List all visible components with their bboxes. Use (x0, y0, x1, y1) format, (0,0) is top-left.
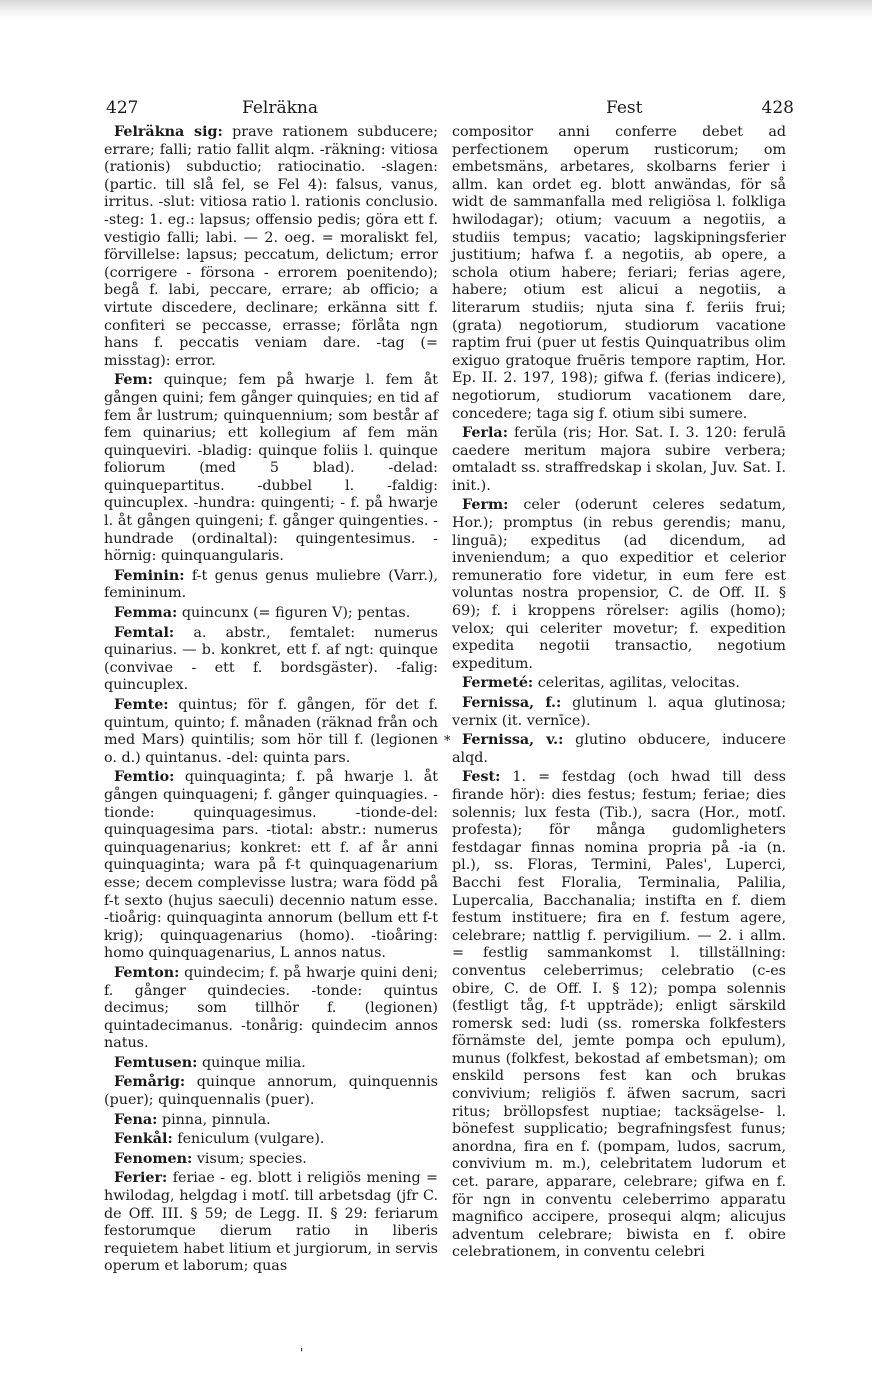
entry-text: pinna, pinnula. (161, 1111, 271, 1128)
entry-text: quinquaginta; f. på hwarje l. åt gången quinquageni; f. gånger quinquagies. -tionde: quinquagesimus. -tionde-del: quinquagesima pars. -tiotal: abstr.: numerus quinquagenarius; konkret: ett f. af år anni quinquaginta; wara på f-t quinquagenarium esse; decem complevisse lustra; wara född på f-t sexto (hujus saeculi) decennio natum esse. -tioårig: quinquaginta annorum (bellum ett f-t krig); quinquagenarius (homo). -tioåring: homo quinquagenarius, L annos natus. (104, 769, 438, 962)
dictionary-entry (104, 1151, 438, 1169)
entry-text: celeritas, agilitas, velocitas. (537, 675, 740, 692)
running-headword-right: Fest (606, 98, 643, 118)
entry-text: feniculum (vulgare). (177, 1131, 325, 1148)
running-headword-left: Felräkna (242, 98, 319, 118)
entry-text: feriae - eg. blott i religiös mening = hwilodag, helgdag i motſ. till arbetsdag (jfr C. de Off. III. § 59; de Legg. II. § 29: feriarum festorumque dierum ratio in liberis requietem habet litium et jurgiorum, in servis operum et laborum; quas (104, 1170, 438, 1275)
entry-text: ferŭla (ris; Hor. Sat. I. 3. 120: ferulā caedere meritum majora subire verbera; omtaladt ss. straffredskap i skolan, Juv. Sat. I. init.). (452, 425, 786, 494)
entry-text: prave rationem subducere; errare; falli; ratio fallit alqm. -räkning: vitiosa (rationis) subductio; ratiocinatio. -slagen: (partic. till slå fel, se Fel 4): falsus, vanus, irritus. -slut: vitiosa ratio l. rationis conclusio. -steg: 1. eg.: lapsus; offensio pedis; göra ett f. vestigio falli; labi. — 2. oeg. = moraliskt fel, förvillelse: lapsus; peccatum, delictum; error (corrigere - försona - errorem poenitendo); begå f. labi, peccare, errare; ab officio; a virtute discedere, declinare; erkänna sitt f. confiteri se peccasse, errasse; förlåta ngn hans f. peccatis veniam dare. -tag (= misstag): error. (104, 124, 438, 369)
dictionary-entry (104, 1055, 438, 1073)
dictionary-entry (104, 1074, 438, 1109)
dictionary-entry (452, 425, 786, 495)
entry-headword: Ferier: (114, 1170, 168, 1187)
entry-headword: Femma: (114, 605, 178, 622)
entry-headword: Femtio: (114, 769, 175, 786)
entry-headword: Femtusen: (114, 1054, 198, 1071)
margin-asterisk: * (444, 734, 451, 749)
entry-headword: Felräkna sig: (114, 124, 223, 140)
entry-headword: Fena: (114, 1111, 158, 1128)
entry-headword: Fermeté: (462, 675, 534, 692)
entry-headword: Femte: (114, 697, 169, 713)
entry-text: quinque; fem på hwarje l. fem åt gången quini; fem gånger quinquies; en tid af fem år lustrum; quinquennium; som består af fem quinarius; ett kollegium af fem män quinqueviri. -bladig: quinque foliis l. quinque foliorum (med 5 blad). -delad: quinquepartitus. -dubbel l. -faldig: quincuplex. -hundra: quingenti; - f. på hwarje l. åt gången quingeni; f. gånger quingenties. -hundrade (ordinaltal): quingentesimus. -hörnig: quinquangularis. (104, 372, 438, 565)
left-column (104, 124, 438, 1278)
entry-text: visum; species. (196, 1150, 307, 1167)
dictionary-entry (104, 372, 438, 566)
entry-text: quindecim; f. på hwarje quini deni; f. gånger quindecies. -tonde: quintus decimus; som tillhör f. (legionen) quintadecimanus. -tonårig: quindecim annos natus. (104, 964, 438, 1052)
dictionary-entry (104, 697, 438, 767)
entry-text: quincunx (= figuren V); pentas. (181, 605, 411, 622)
entry-text: glutinum l. aqua glutinosa; vernix (it. vernīce). (452, 695, 787, 729)
dictionary-entry (104, 568, 438, 603)
dictionary-entry (104, 1112, 438, 1130)
entry-headword: Fem: (114, 372, 153, 389)
dictionary-entry (104, 965, 438, 1053)
dictionary-entry-continued (452, 124, 786, 423)
entry-text: quinque annorum, quinquennis (puer); quinquennalis (puer). (104, 1074, 438, 1109)
dictionary-entry (452, 675, 786, 693)
entry-text: compositor anni conferre debet ad perfectionem operum rusticorum; om embetsmäns, arbetares, skolbarns ferier i allm. kan ordet eg. blott anwändas, för så widt de sammanfalla med religiösa l. folkliga hwilodagar); otium; vacuum a negotiis, a studiis tempus; vacatio; lagskipningsferier justitium; hafwa f. a negotiis, ab opere, a schola otium habere; feriari; ferias agere, habere; otium est alicui a negotiis, a literarum studiis; njuta sina f. feriis frui; (grata) negotiorum, studiorum vacatione raptim frui (puer ut festis Quinquatribus olim exiguo gratoque fruēris tempore raptim, Hor. Ep. II. 2. 197, 198); gifwa f. (ferias indicere), negotiorum, studiorum vacationem dare, concedere; taga sig f. otium sibi sumere. (452, 124, 786, 422)
dictionary-entry (104, 1170, 438, 1276)
entry-text: a. abstr., femtalet: numerus quinarius. — b. konkret, ett f. af ngt: quinque (convivae - ett f. bordsgäster). -falig: quincuplex. (104, 624, 438, 694)
entry-text: quintus; för f. gången, för det f. quintum, quinto; f. månaden (räknad från och med Mars) quintilis; som hör till f. (legionen o. d.) quintanus. -del: quinta pars. (104, 697, 438, 766)
dictionary-entry (452, 497, 786, 673)
dictionary-entry (452, 695, 786, 730)
entry-headword: Fernissa, f.: (462, 695, 562, 711)
footer-mark: ' (300, 1346, 304, 1360)
dictionary-entry (452, 769, 786, 1262)
dictionary-entry (104, 1131, 438, 1149)
dictionary-entry (104, 769, 438, 963)
entry-headword: Femton: (114, 964, 180, 981)
entry-headword: Fest: (462, 769, 501, 786)
dictionary-entry (452, 732, 786, 767)
dictionary-entry (104, 124, 438, 370)
entry-headword: Fenkål: (114, 1131, 173, 1148)
entry-headword: Femtal: (114, 624, 175, 641)
entry-headword: Ferm: (462, 497, 509, 514)
entry-text: quinque milia. (201, 1054, 306, 1071)
right-column (452, 124, 786, 1264)
entry-text: f-t genus genus muliebre (Varr.), femininum. (104, 567, 438, 602)
page-number-left: 427 (106, 98, 139, 118)
dictionary-entry (104, 625, 438, 695)
dictionary-entry (104, 605, 438, 623)
entry-headword: Femårig: (114, 1074, 186, 1091)
scan-top-edge (0, 0, 872, 18)
entry-headword: Feminin: (114, 567, 185, 584)
entry-text: celer (oderunt celeres sedatum, Hor.); promptus (in rebus gerendis; manu, linguā); expeditus (ad dicendum, ad inveniendum; a quo expeditior et celerior remuneratio fore videtur, in eum fere est voluntas nostra propensior, C. de Off. II. § 69); f. i kroppens rörelser: agilis (homo); velox; qui celeriter movetur; f. expedition expedita negotii transactio, negotium expeditum. (452, 497, 786, 672)
entry-headword: Fenomen: (114, 1150, 193, 1167)
entry-headword: Fernissa, v.: (462, 732, 564, 749)
entry-headword: Ferla: (462, 425, 508, 442)
page-number-right: 428 (761, 98, 794, 118)
entry-text: 1. = festdag (och hwad till dess firande hör): dies festus; festum; feriae; dies solennis; lux festa (Tib.), sacra (Hor., motſ. profesta); för många gudomligheters festdagar finnas nomina propria på -ia (n. pl.), ss. Floras, Termini, Pales', Luperci, Bacchi fest Floralia, Terminalia, Palilia, Lupercalia, Bacchanalia; instifta en f. diem festum instituere; fira en f. festum agere, celebrare; nattlig f. pervigilium. — 2. i allm. = festlig sammankomst l. tillställning: conventus celeberrimus; celebratio (c-es obire, C. de Off. I. § 12); pompa solennis (festligt tåg, f-t uppträde); enligt särskild romersk sed: ludi (ss. romerska folkfesters förnämste del, jemte pompa och epulum), munus (folkfest, bekostad af embetsman); om enskild persons fest kan och brukas convivium; religiös f. äfwen sacrum, sacri ritus; bröllopsfest nuptiae; tacksägelse- l. bönefest supplicatio; begrafningsfest funus; anordna, fira en f. (pompam, ludos, sacrum, convivium m. m.), celebritatem ludorum et cet. parare, apparare, celebrare; gifwa en f. för ngn in conventu celeberrimo apparatu magnifico accipere, prosequi alqm; alicujus adventum celebrare; biwista en f. obire celebrationem, in conventu celebri (452, 769, 787, 1261)
entry-text: glutino obducere, inducere alqd. (452, 732, 786, 766)
